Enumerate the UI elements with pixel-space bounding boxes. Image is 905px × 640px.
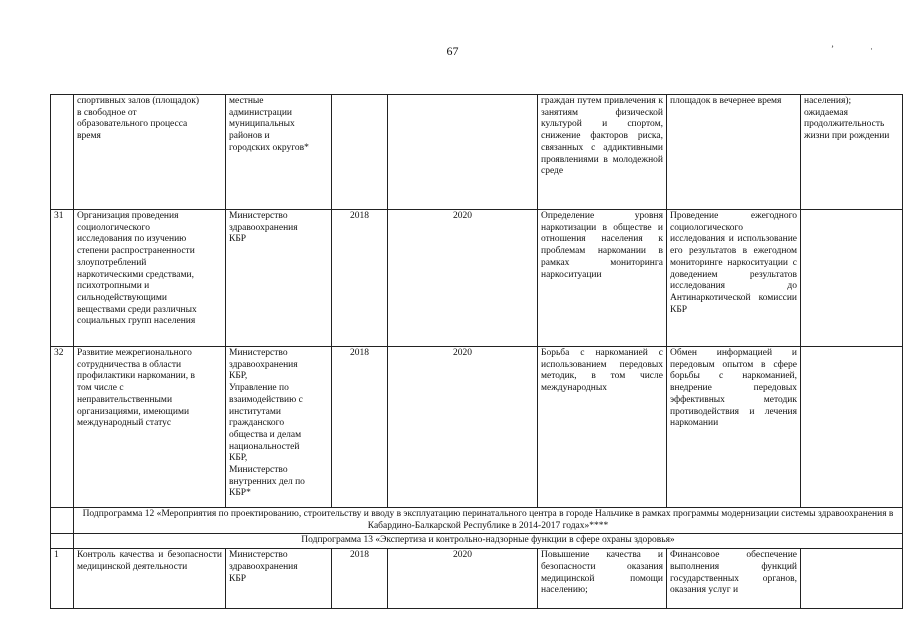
executor-cell: Министерство здравоохранения КБР [226, 210, 332, 347]
table-row [51, 95, 903, 210]
page-number: 67 [446, 44, 459, 58]
result2-cell: Обмен информацией и передовым опытом в сфере борьбы с наркоманией, внедрение передовых эффективных методик противодействия и лечения наркомании [667, 347, 801, 508]
row-number: 31 [51, 210, 74, 347]
result-cell: Повышение качества и безопасности оказания медицинской помощи населению; [538, 549, 667, 609]
start-year-cell: 2018 [332, 549, 388, 609]
result-cell: Борьба с наркоманией с использованием передовых методик, в том числе международных [538, 347, 667, 508]
subprogram-12-title: Подпрограмма 12 «Мероприятия по проектированию, строительству и вводу в эксплуатацию перинатального центра в городе Нальчике в рамках программы модернизации системы здравоохранения в Кабардино-Балкарской Республике в 2014-2017 годах»**** [74, 508, 903, 534]
program-measures-table [50, 94, 903, 609]
end-year-cell [388, 95, 538, 210]
measure-cell: Организация проведения социологического исследования по изучению степени распространенности злоупотреблений наркотическими средствами, психотропными и сильнодействующими веществами среди различных социальных групп населения [74, 210, 226, 347]
subprogram-13-title: Подпрограмма 13 «Экспертиза и контрольно-надзорные функции в сфере охраны здоровья» [74, 534, 903, 549]
result-cell: граждан путем привлечения к занятиям физической культурой и спортом, снижение факторов риска, связанных с аддиктивными проявлениями в молодежной среде [538, 95, 667, 210]
result2-cell: Финансовое обеспечение выполнения функций государственных органов, оказания услуг и [667, 549, 801, 609]
row-number: 32 [51, 347, 74, 508]
executor-cell: местные администрации муниципальных районов и городских округов* [226, 95, 332, 210]
table-row [51, 549, 903, 609]
end-year-cell: 2020 [388, 210, 538, 347]
executor-cell: Министерство здравоохранения КБР [226, 549, 332, 609]
result2-cell: Проведение ежегодного социологического исследования и использование его результатов в ежегодном мониторинге наркоситуации с доведением результатов исследования до Антинаркотической комиссии КБР [667, 210, 801, 347]
measure-cell: спортивных залов (площадок) в свободное от образовательного процесса время [74, 95, 226, 210]
result2-cell: площадок в вечернее время [667, 95, 801, 210]
start-year-cell: 2018 [332, 210, 388, 347]
row-number: 1 [51, 549, 74, 609]
scan-mark: · [870, 44, 873, 54]
table-row [51, 210, 903, 347]
indicator-cell: населения); ожидаемая продолжительность жизни при рождении [801, 95, 903, 210]
indicator-cell [801, 549, 903, 609]
empty-cell [51, 534, 74, 549]
indicator-cell [801, 347, 903, 508]
executor-cell: Министерство здравоохранения КБР, Управление по взаимодействию с институтами гражданского общества и делам национальностей КБР, Министерство внутренних дел по КБР* [226, 347, 332, 508]
end-year-cell: 2020 [388, 549, 538, 609]
indicator-cell [801, 210, 903, 347]
empty-cell [51, 508, 74, 534]
measure-cell: Развитие межрегионального сотрудничества в области профилактики наркомании, в том числе с неправительственными организациями, имеющими международный статус [74, 347, 226, 508]
measure-cell: Контроль качества и безопасности медицинской деятельности [74, 549, 226, 609]
start-year-cell: 2018 [332, 347, 388, 508]
scan-mark: ’ [831, 44, 834, 54]
table-row [51, 347, 903, 508]
result-cell: Определение уровня наркотизации в обществе и отношения населения к проблемам наркомании в рамках мониторинга наркоситуации [538, 210, 667, 347]
subprogram-row [51, 508, 903, 534]
end-year-cell: 2020 [388, 347, 538, 508]
start-year-cell [332, 95, 388, 210]
row-number [51, 95, 74, 210]
subprogram-row [51, 534, 903, 549]
